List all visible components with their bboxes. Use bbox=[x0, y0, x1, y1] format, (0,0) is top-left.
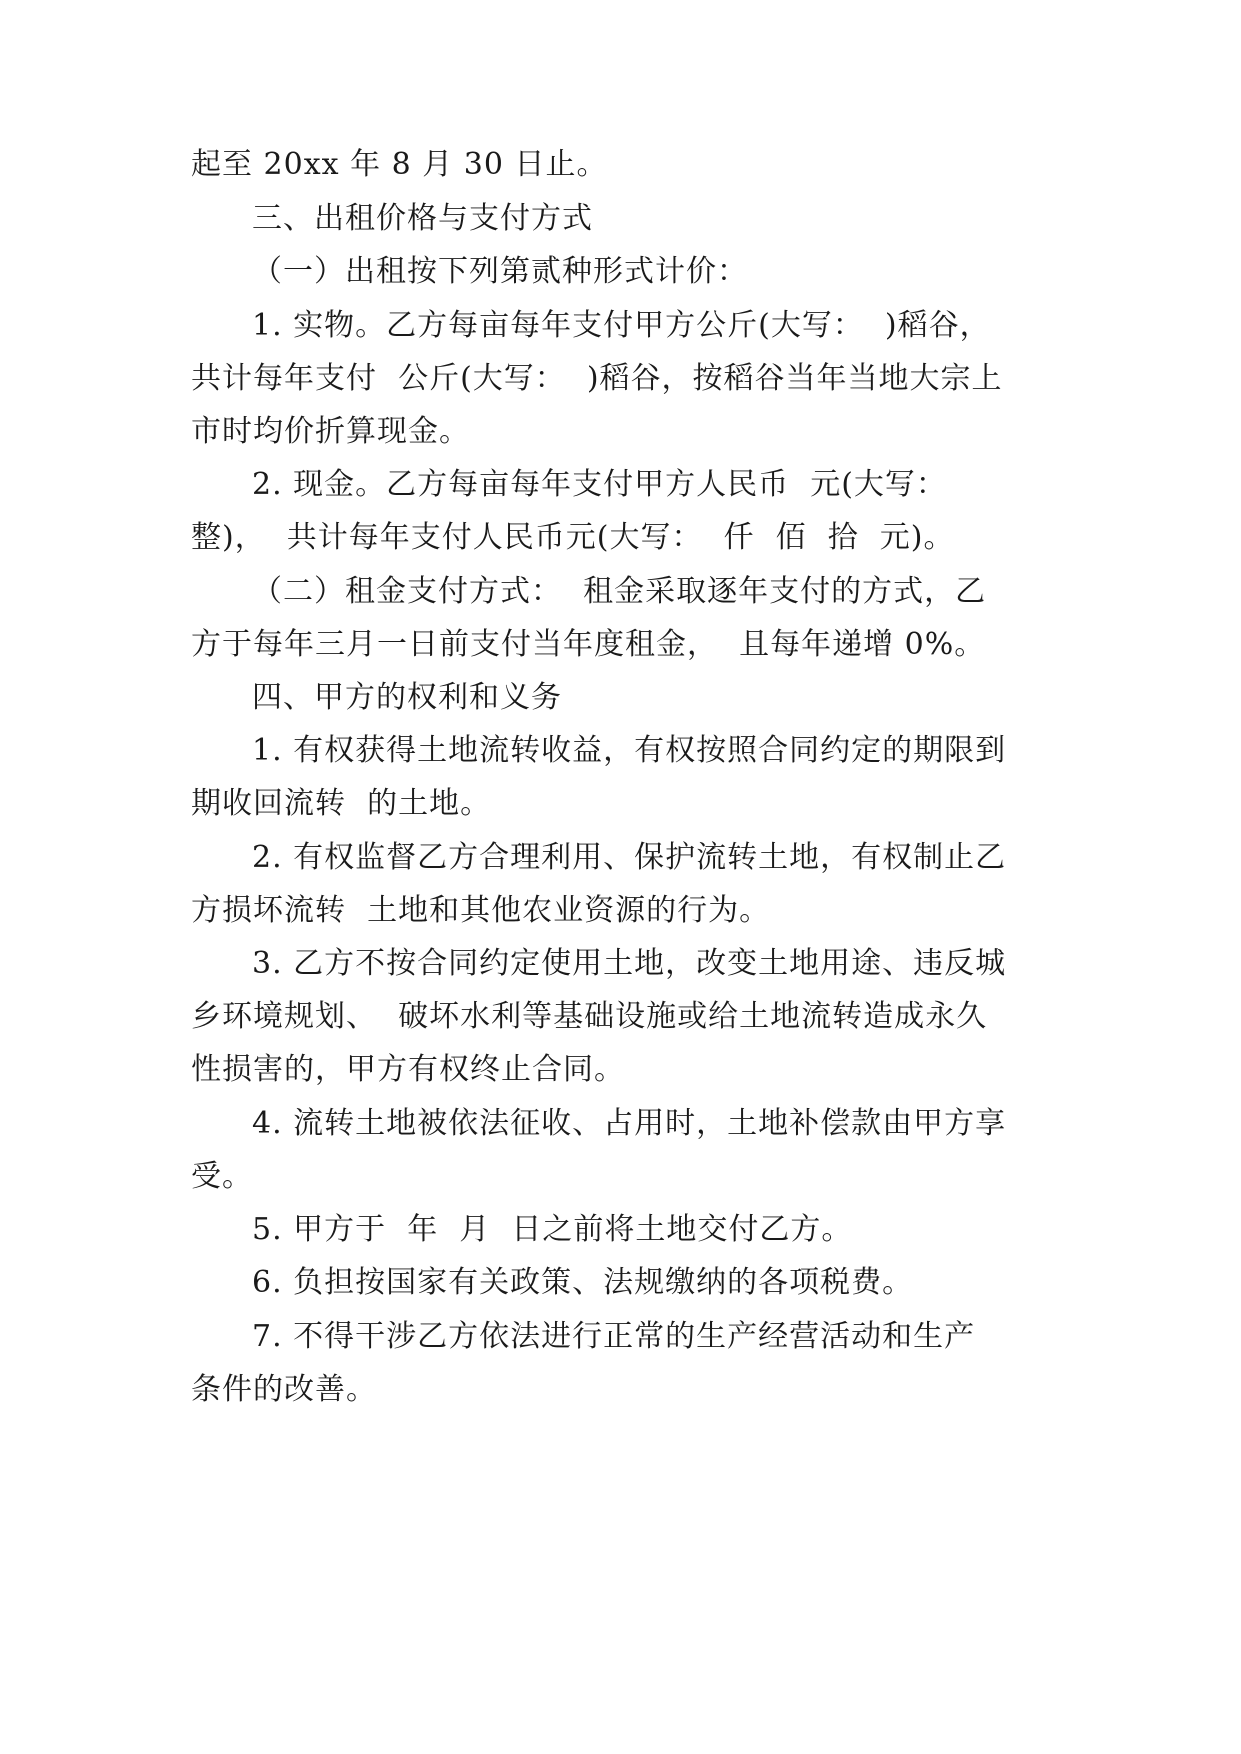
text-line: 2. 有权监督乙方合理利用、保护流转土地，有权制止乙 bbox=[252, 840, 1007, 875]
text-line: 整)， 共计每年支付人民币元(大写： 仟 佰 拾 元)。 bbox=[191, 520, 955, 555]
text-line: 受。 bbox=[191, 1159, 253, 1194]
text-line: 条件的改善。 bbox=[191, 1372, 377, 1407]
text-line: 7. 不得干涉乙方依法进行正常的生产经营活动和生产 bbox=[252, 1319, 976, 1354]
text-line: 6. 负担按国家有关政策、法规缴纳的各项税费。 bbox=[252, 1265, 914, 1300]
subsection-heading: （一）出租按下列第贰种形式计价： bbox=[252, 254, 748, 289]
text-line: 5. 甲方于 年 月 日之前将土地交付乙方。 bbox=[252, 1212, 853, 1247]
text-line: 4. 流转土地被依法征收、占用时，土地补偿款由甲方享 bbox=[252, 1106, 1007, 1141]
text-line: 1. 有权获得土地流转收益，有权按照合同约定的期限到 bbox=[252, 733, 1007, 768]
section-heading: 三、出租价格与支付方式 bbox=[252, 201, 593, 236]
text-line: 1. 实物。乙方每亩每年支付甲方公斤(大写： )稻谷， bbox=[252, 308, 991, 343]
text-line: 方损坏流转 土地和其他农业资源的行为。 bbox=[191, 893, 771, 928]
text-line: 方于每年三月一日前支付当年度租金， 且每年递增 0%。 bbox=[191, 627, 986, 662]
text-line: 共计每年支付 公斤(大写： )稻谷，按稻谷当年当地大宗上 bbox=[191, 361, 1003, 396]
text-line: 起至 20xx 年 8 月 30 日止。 bbox=[191, 147, 608, 182]
text-line: 性损害的，甲方有权终止合同。 bbox=[191, 1052, 625, 1087]
text-line: 市时均价折算现金。 bbox=[191, 414, 470, 449]
text-line: 2. 现金。乙方每亩每年支付甲方人民币 元(大写： bbox=[252, 467, 947, 502]
section-heading: 四、甲方的权利和义务 bbox=[252, 680, 562, 715]
text-line: 期收回流转 的土地。 bbox=[191, 786, 492, 821]
text-line: 乡环境规划、 破坏水利等基础设施或给土地流转造成永久 bbox=[191, 999, 988, 1034]
subsection-heading: （二）租金支付方式： 租金采取逐年支付的方式，乙 bbox=[252, 574, 987, 609]
text-line: 3. 乙方不按合同约定使用土地，改变土地用途、违反城 bbox=[252, 946, 1007, 981]
